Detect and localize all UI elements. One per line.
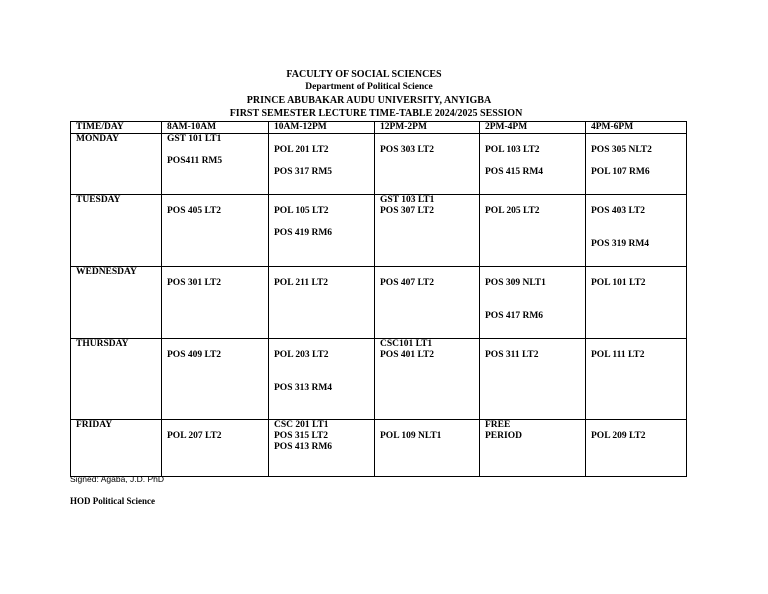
course-cell xyxy=(480,420,586,477)
course-cell xyxy=(586,339,687,420)
timetable-title: FIRST SEMESTER LECTURE TIME-TABLE 2024/2025 SESSION xyxy=(229,108,523,119)
course-entry: POL 209 LT2 xyxy=(591,431,646,441)
course-entry: POS 319 RM4 xyxy=(591,239,650,249)
course-entry: GST 101 LT1 xyxy=(167,134,222,144)
course-entry: CSC 201 LT1 xyxy=(274,420,329,430)
column-header: 10AM-12PM xyxy=(269,122,375,134)
course-entry: POL 207 LT2 xyxy=(167,431,222,441)
course-entry xyxy=(274,372,374,383)
course-entry: POS 307 LT2 xyxy=(380,206,435,216)
course-entry: POL 105 LT2 xyxy=(274,206,329,216)
course-entry: POS 303 LT2 xyxy=(380,145,435,155)
course-cell xyxy=(162,420,269,477)
table-row xyxy=(71,195,687,267)
course-cell xyxy=(375,195,480,267)
course-entry: POS 413 RM6 xyxy=(274,442,333,452)
day-cell: FRIDAY xyxy=(71,420,162,477)
course-entry xyxy=(274,156,374,167)
course-entry xyxy=(274,217,374,228)
course-entry: POS 419 RM6 xyxy=(274,228,333,238)
course-cell xyxy=(480,195,586,267)
course-cell xyxy=(162,195,269,267)
course-cell xyxy=(269,134,375,195)
header-row xyxy=(71,122,687,134)
day-cell: MONDAY xyxy=(71,134,162,195)
course-entry: CSC101 LT1 xyxy=(380,339,433,349)
course-entry: POS 301 LT2 xyxy=(167,278,222,288)
course-cell xyxy=(480,339,586,420)
department-heading: Department of Political Science xyxy=(305,82,433,92)
course-cell xyxy=(162,134,269,195)
course-entry xyxy=(485,300,585,311)
course-entry: POS 417 RM6 xyxy=(485,311,544,321)
course-entry: FREE xyxy=(485,420,511,430)
course-cell xyxy=(375,420,480,477)
course-entry: POL 101 LT2 xyxy=(591,278,646,288)
table-row xyxy=(71,420,687,477)
course-cell xyxy=(586,420,687,477)
course-entry: POL 211 LT2 xyxy=(274,278,329,288)
course-entry: POS 309 NLT1 xyxy=(485,278,546,288)
course-entry: POS 311 LT2 xyxy=(485,350,539,360)
course-cell xyxy=(269,195,375,267)
course-entry: POL 111 LT2 xyxy=(591,350,645,360)
course-cell xyxy=(586,134,687,195)
course-cell xyxy=(162,339,269,420)
course-cell xyxy=(162,267,269,339)
course-entry: POL 109 NLT1 xyxy=(380,431,442,441)
course-entry: POS 313 RM4 xyxy=(274,383,333,393)
course-entry xyxy=(167,145,268,156)
course-cell xyxy=(586,267,687,339)
course-entry: POL 201 LT2 xyxy=(274,145,329,155)
course-entry: POS 405 LT2 xyxy=(167,206,222,216)
day-cell: TUESDAY xyxy=(71,195,162,267)
course-entry: POS 315 LT2 xyxy=(274,431,329,441)
course-cell xyxy=(375,339,480,420)
course-entry xyxy=(591,217,686,228)
day-cell: THURSDAY xyxy=(71,339,162,420)
course-entry: POL 107 RM6 xyxy=(591,167,650,177)
course-entry: POS 305 NLT2 xyxy=(591,145,652,155)
course-entry: POS 401 LT2 xyxy=(380,350,435,360)
course-entry: POS 407 LT2 xyxy=(380,278,435,288)
timetable xyxy=(70,121,687,477)
column-header: 8AM-10AM xyxy=(162,122,269,134)
course-entry: POS 403 LT2 xyxy=(591,206,646,216)
course-cell xyxy=(480,267,586,339)
course-entry: POS 409 LT2 xyxy=(167,350,222,360)
course-entry xyxy=(591,156,686,167)
table-row xyxy=(71,134,687,195)
column-header: 2PM-4PM xyxy=(480,122,586,134)
hod-title: HOD Political Science xyxy=(70,496,155,506)
university-heading: PRINCE ABUBAKAR AUDU UNIVERSITY, ANYIGBA xyxy=(246,95,492,106)
course-entry: POS 415 RM4 xyxy=(485,167,544,177)
course-cell xyxy=(586,195,687,267)
faculty-heading: FACULTY OF SOCIAL SCIENCES xyxy=(286,69,442,80)
course-entry: PERIOD xyxy=(485,431,522,441)
course-entry xyxy=(485,289,585,300)
column-header: TIME/DAY xyxy=(71,122,162,134)
course-entry: POS411 RM5 xyxy=(167,156,223,166)
course-entry: POL 203 LT2 xyxy=(274,350,329,360)
course-cell xyxy=(375,267,480,339)
course-cell xyxy=(269,267,375,339)
course-entry xyxy=(485,156,585,167)
course-entry: POL 205 LT2 xyxy=(485,206,540,216)
table-row xyxy=(71,267,687,339)
course-cell xyxy=(269,339,375,420)
course-cell xyxy=(375,134,480,195)
course-entry xyxy=(591,228,686,239)
course-cell xyxy=(480,134,586,195)
course-entry xyxy=(274,361,374,372)
signature-line: Signed: Agaba, J.D. PhD xyxy=(70,474,165,484)
table-row xyxy=(71,339,687,420)
column-header: 4PM-6PM xyxy=(586,122,687,134)
column-header: 12PM-2PM xyxy=(375,122,480,134)
day-cell: WEDNESDAY xyxy=(71,267,162,339)
course-entry: POS 317 RM5 xyxy=(274,167,333,177)
course-entry: POL 103 LT2 xyxy=(485,145,540,155)
course-cell xyxy=(269,420,375,477)
course-entry: GST 103 LT1 xyxy=(380,195,435,205)
